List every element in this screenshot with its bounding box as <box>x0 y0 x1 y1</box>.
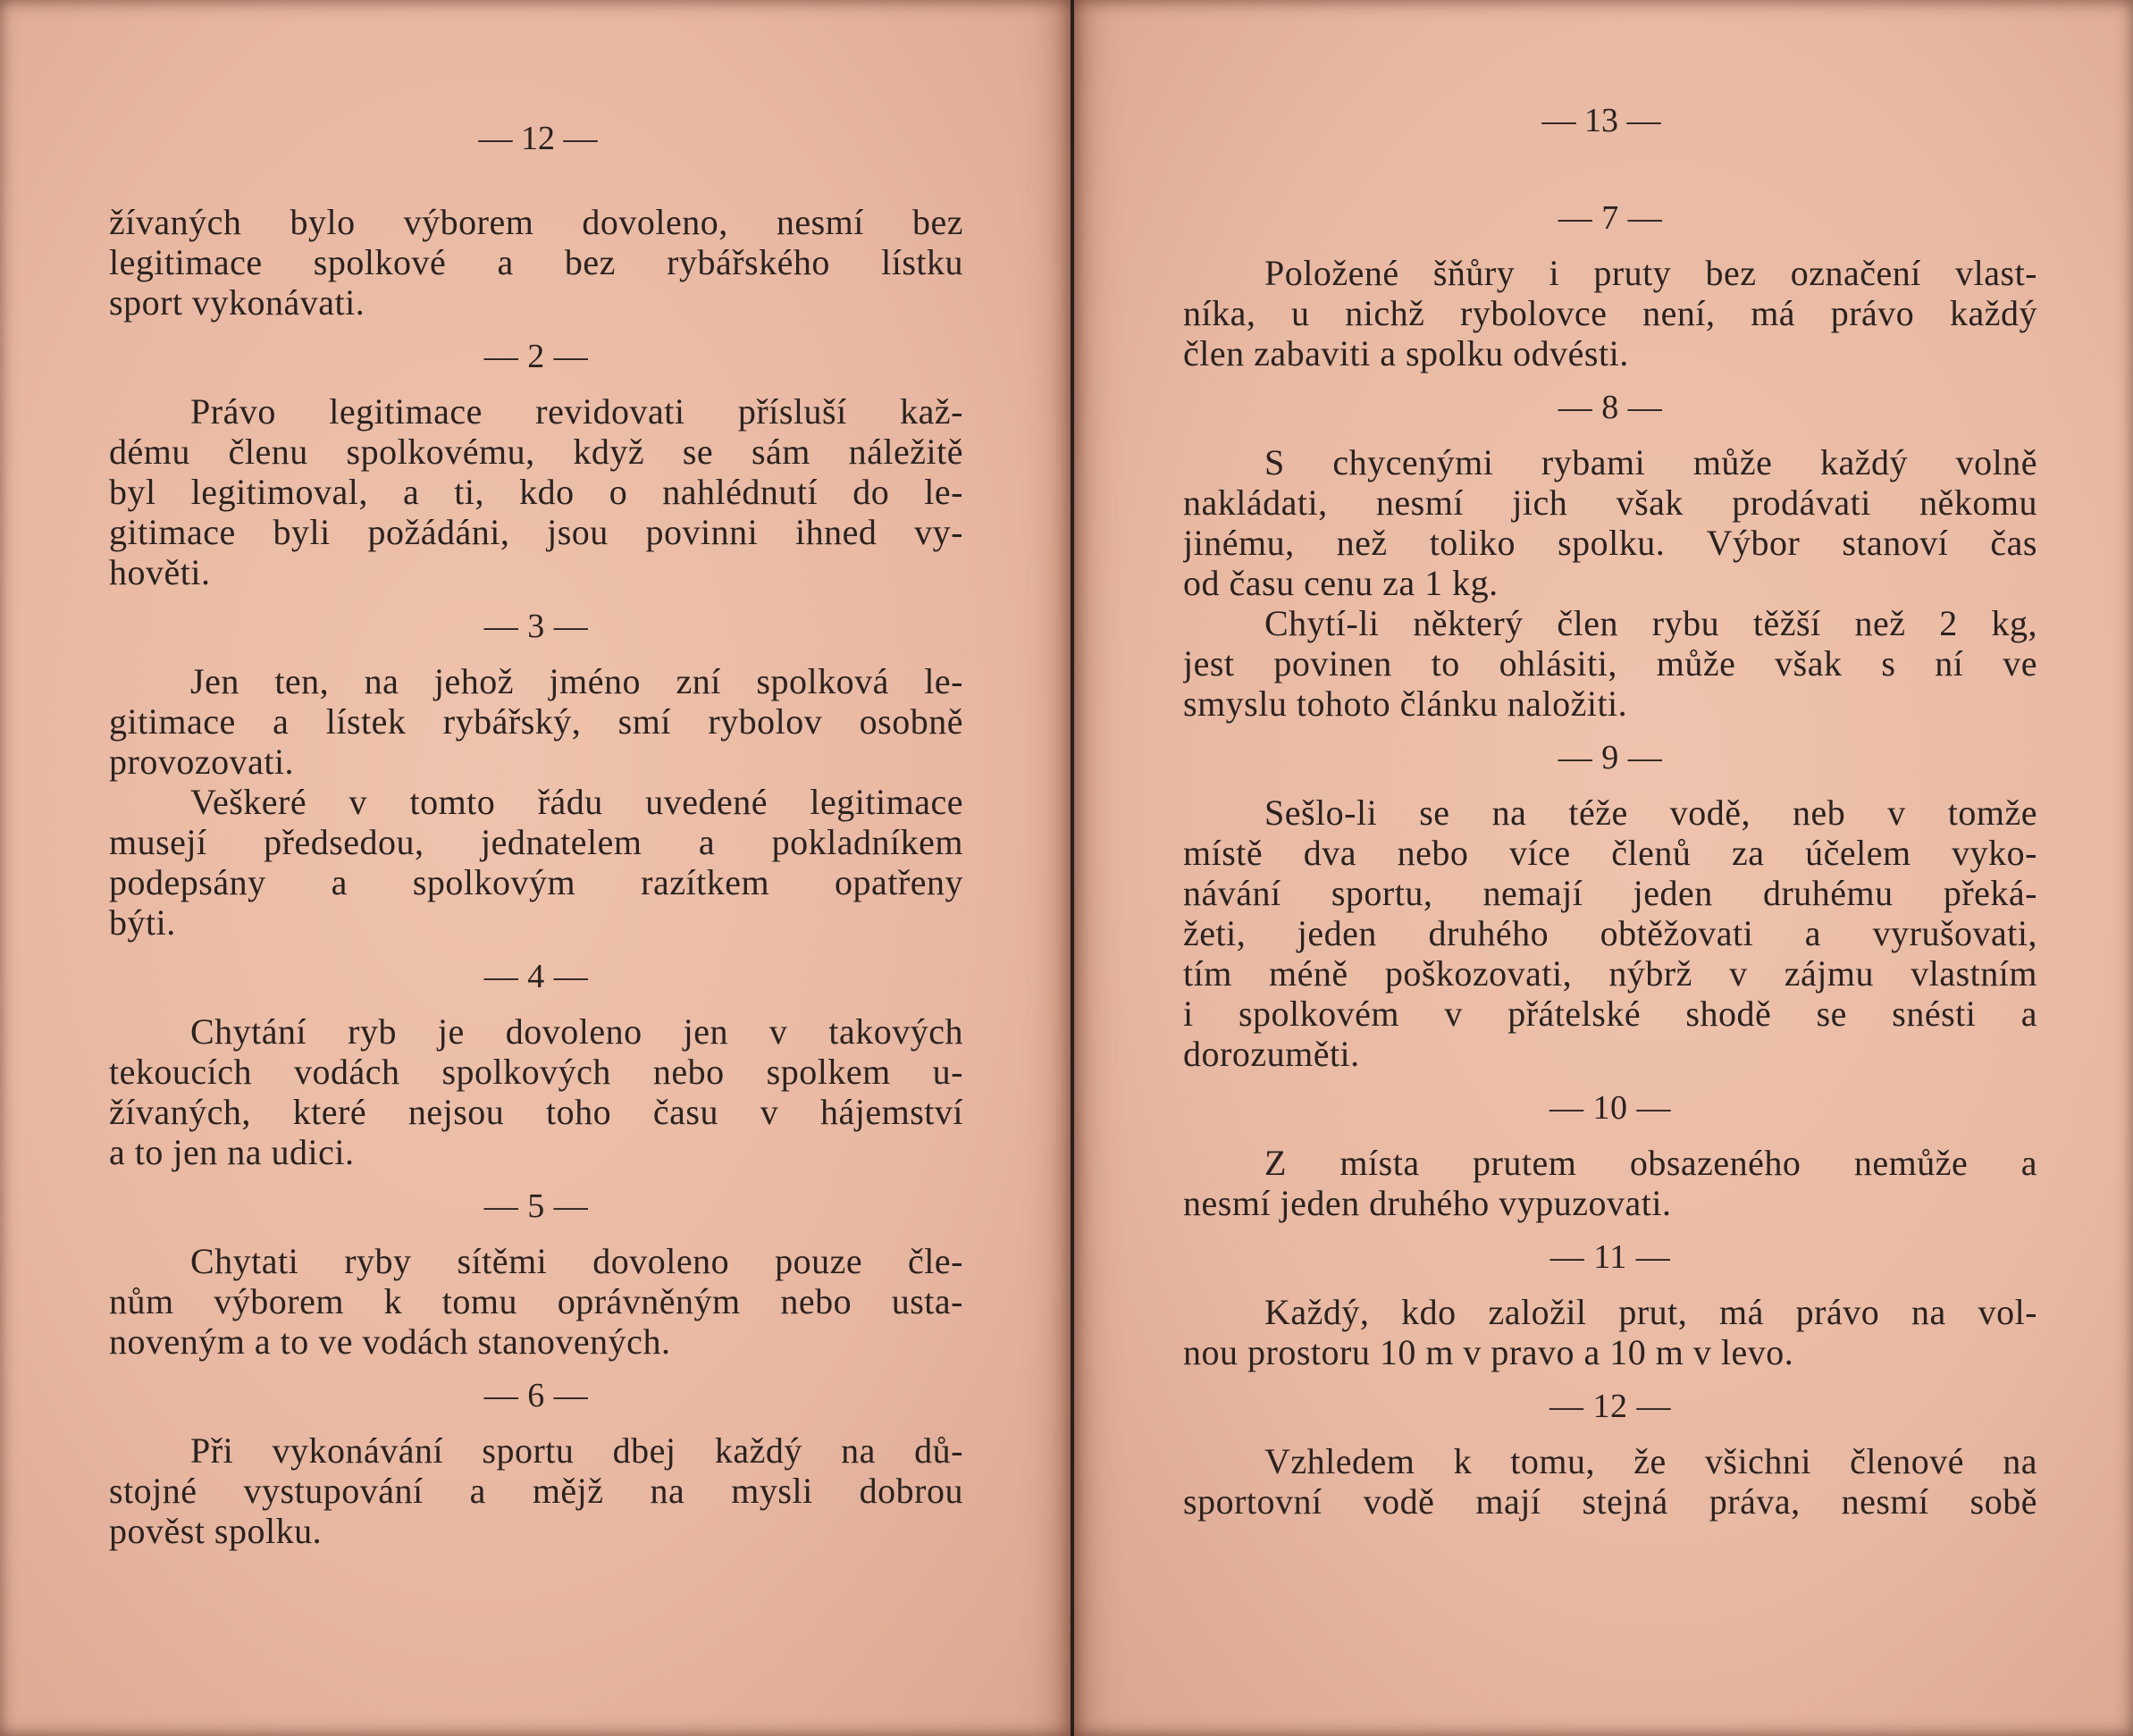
paragraph <box>109 782 963 943</box>
text-line: žívaných bylo výborem dovoleno, nesmí bez <box>109 202 963 242</box>
text-line: pověst spolku. <box>109 1511 323 1551</box>
paragraph <box>1183 253 2037 373</box>
text-line: Sešlo-li se na téže vodě, neb v tomže <box>1264 793 2037 833</box>
left-page-text <box>109 202 963 1551</box>
article-number: — 4 — <box>483 958 589 995</box>
text-line: noveným a to ve vodách stanovených. <box>109 1321 671 1362</box>
text-line: provozovati. <box>109 742 295 782</box>
text-line: od času cenu za 1 kg. <box>1183 563 1499 603</box>
text-line: žívaných, které nejsou toho času v hájemství <box>109 1092 963 1132</box>
text-line: Chytati ryby sítěmi dovoleno pouze čle- <box>190 1241 963 1281</box>
article-number: — 3 — <box>483 608 589 645</box>
text-line: jest povinen to ohlásiti, může však s ní ve <box>1183 643 2037 683</box>
text-line: nou prostoru 10 m v pravo a 10 m v levo. <box>1183 1332 1794 1372</box>
text-line: dému členu spolkovému, když se sám náležitě <box>109 432 963 472</box>
paragraph <box>109 1011 963 1172</box>
paragraph <box>1183 603 2037 724</box>
text-line: hověti. <box>109 552 211 592</box>
right-page <box>1074 0 2133 1736</box>
text-line: Právo legitimace revidovati přísluší kaž- <box>190 391 963 432</box>
text-line: tekoucích vodách spolkových nebo spolkem u- <box>109 1052 963 1092</box>
text-line: Chytí-li některý člen rybu těžší než 2 kg, <box>1264 603 2037 643</box>
paragraph <box>1183 1143 2037 1223</box>
article-number: — 5 — <box>483 1187 589 1225</box>
text-line: nakládati, nesmí jich však prodávati někomu <box>1183 482 2037 523</box>
text-line: Při vykonávání sportu dbej každý na dů- <box>190 1430 963 1471</box>
text-line: žeti, jeden druhého obtěžovati a vyrušovati, <box>1183 913 2037 953</box>
text-line: Veškeré v tomto řádu uvedené legitimace <box>190 782 963 822</box>
text-line: Z místa prutem obsazeného nemůže a <box>1264 1143 2037 1183</box>
paragraph <box>109 661 963 782</box>
text-line: sport vykonávati. <box>109 282 365 323</box>
article-number: — 8 — <box>1558 389 1663 426</box>
paragraph <box>109 391 963 592</box>
paragraph <box>109 1241 963 1362</box>
text-line: dorozuměti. <box>1183 1034 1360 1074</box>
text-line: gitimace byli požádáni, jsou povinni ihned vy- <box>109 512 963 552</box>
text-line: musejí předsedou, jednatelem a pokladníkem <box>109 822 963 862</box>
article-number: — 10 — <box>1549 1089 1671 1127</box>
text-line: člen zabaviti a spolku odvésti. <box>1183 333 1629 373</box>
page-number: — 13 — <box>1541 102 1661 139</box>
text-line: sportovní vodě mají stejná práva, nesmí sobě <box>1183 1481 2037 1522</box>
text-line: a to jen na udici. <box>109 1132 355 1172</box>
text-line: Vzhledem k tomu, že všichni členové na <box>1264 1441 2037 1481</box>
article-number: — 7 — <box>1558 199 1663 237</box>
paragraph <box>1183 1292 2037 1372</box>
text-line: tím méně poškozovati, nýbrž v zájmu vlastním <box>1183 953 2037 994</box>
text-line: býti. <box>109 902 176 943</box>
text-line: jinému, než toliko spolku. Výbor stanoví čas <box>1183 523 2037 563</box>
right-page-text <box>1183 184 2037 1522</box>
text-line: legitimace spolkové a bez rybářského lístku <box>109 242 963 282</box>
paragraph <box>1183 1441 2037 1522</box>
text-line: S chycenými rybami může každý volně <box>1264 442 2037 482</box>
text-line: smyslu tohoto článku naložiti. <box>1183 683 1628 724</box>
text-line: Položené šňůry i pruty bez označení vlast- <box>1264 253 2037 293</box>
text-line: nesmí jeden druhého vypuzovati. <box>1183 1183 1672 1223</box>
text-line: nům výborem k tomu oprávněným nebo usta- <box>109 1281 963 1321</box>
text-line: i spolkovém v přátelské shodě se snésti a <box>1183 994 2037 1034</box>
paragraph <box>1183 793 2037 1074</box>
text-line: místě dva nebo více členů za účelem vyko- <box>1183 833 2037 873</box>
article-number: — 12 — <box>1549 1388 1671 1425</box>
article-number: — 9 — <box>1558 739 1663 776</box>
text-line: níka, u nichž rybolovce není, má právo každý <box>1183 293 2037 333</box>
paragraph <box>109 202 963 323</box>
paragraph <box>109 1430 963 1551</box>
text-line: gitimace a lístek rybářský, smí rybolov osobně <box>109 701 963 742</box>
text-line: Jen ten, na jehož jméno zní spolková le- <box>190 661 963 701</box>
page-number: — 12 — <box>478 120 598 157</box>
text-line: byl legitimoval, a ti, kdo o nahlédnutí do le- <box>109 472 963 512</box>
text-line: Chytání ryb je dovoleno jen v takových <box>190 1011 963 1052</box>
text-line: stojné vystupování a mějž na mysli dobrou <box>109 1471 963 1511</box>
text-line: podepsány a spolkovým razítkem opatřeny <box>109 862 963 902</box>
text-line: návání sportu, nemají jeden druhému překá- <box>1183 873 2037 913</box>
article-number: — 2 — <box>483 338 589 375</box>
text-line: Každý, kdo založil prut, má právo na vol- <box>1264 1292 2037 1332</box>
article-number: — 6 — <box>483 1377 589 1414</box>
article-number: — 11 — <box>1549 1238 1671 1276</box>
paragraph <box>1183 442 2037 603</box>
